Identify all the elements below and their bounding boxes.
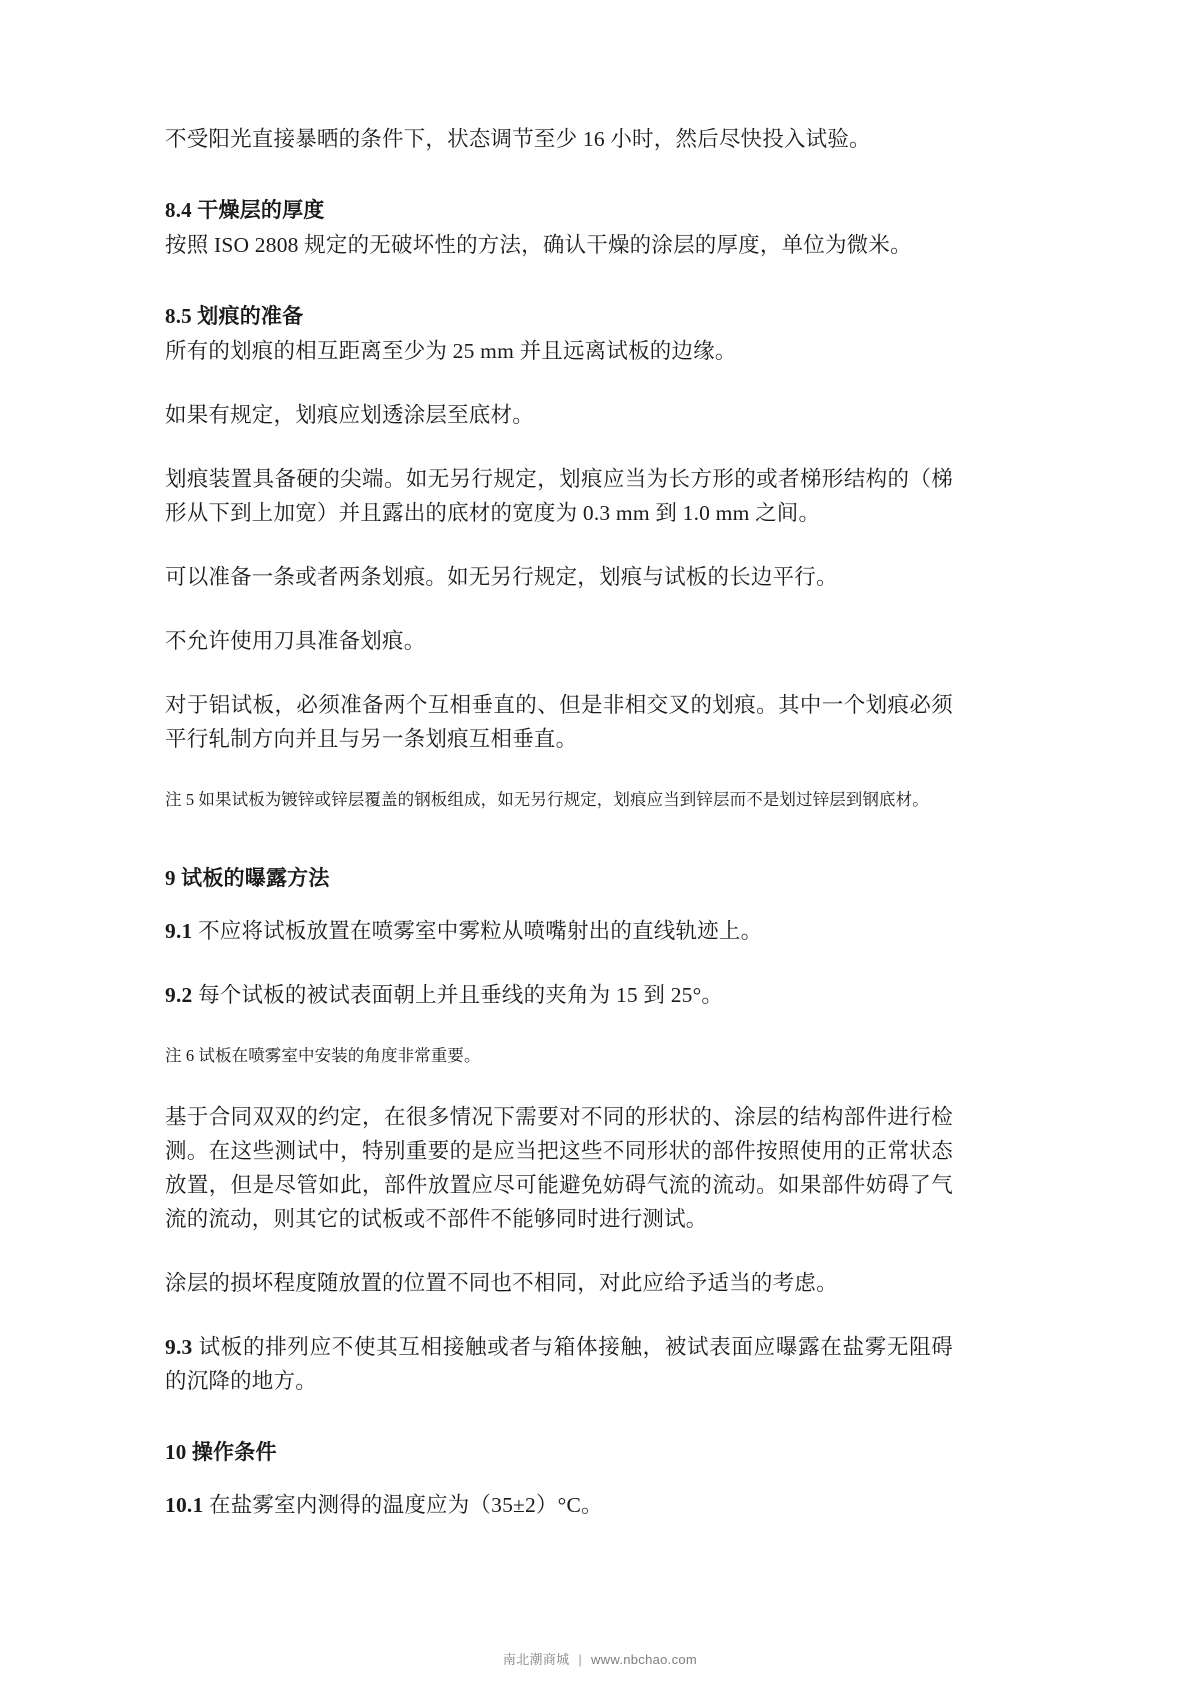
footer-site-name: 南北潮商城: [502, 1652, 570, 1667]
paragraph-8-5-spacing: 所有的划痕的相互距离至少为 25 mm 并且远离试板的边缘。: [165, 339, 737, 363]
heading-10: 10 操作条件: [165, 1440, 277, 1464]
paragraph-8-4-body: 按照 ISO 2808 规定的无破坏性的方法，确认干燥的涂层的厚度，单位为微米。: [165, 233, 912, 257]
footer-separator: |: [578, 1652, 583, 1667]
note-5: 注 5 如果试板为镀锌或锌层覆盖的钢板组成，如无另行规定，划痕应当到锌层而不是划过锌层到钢底材。: [165, 790, 929, 809]
clause-9-3: [165, 1330, 953, 1398]
clause-9-1: [165, 914, 953, 948]
clause-10-1-body: 在盐雾室内测得的温度应为（35±2）°C。: [209, 1493, 603, 1517]
heading-8-4: 8.4 干燥层的厚度: [165, 198, 325, 222]
spacer: [165, 186, 953, 194]
page-content: [165, 122, 953, 1552]
spacer: [165, 1470, 953, 1488]
heading-9: 9 试板的曝露方法: [165, 866, 330, 890]
clause-9-1-body: 不应将试板放置在喷雾室中雾粒从喷嘴射出的直线轨迹上。: [198, 919, 763, 943]
clause-9-2-body: 每个试板的被试表面朝上并且垂线的夹角为 15 到 25°。: [198, 983, 724, 1007]
spacer: [165, 896, 953, 914]
paragraph-8-5-scribe-tool: 划痕装置具备硬的尖端。如无另行规定，划痕应当为长方形的或者梯形结构的（梯形从下到上加宽）并且露出的底材的宽度为 0.3 mm 到 1.0 mm 之间。: [165, 467, 953, 525]
paragraph-9-components: 基于合同双双的约定，在很多情况下需要对不同的形状的、涂层的结构部件进行检测。在这些测试中，特别重要的是应当把这些不同形状的部件按照使用的正常状态放置，但是尽管如此，部件放置应尽可能避免妨碍气流的流动。如果部件妨碍了气流的流动，则其它的试板或不部件不能够同时进行测试。: [165, 1105, 953, 1231]
paragraph-8-5-no-knife: 不允许使用刀具准备划痕。: [165, 629, 426, 653]
clause-9-3-number: 9.3: [165, 1335, 193, 1359]
paragraph-conditioning: 不受阳光直接暴晒的条件下，状态调节至少 16 小时，然后尽快投入试验。: [165, 127, 871, 151]
spacer: [165, 292, 953, 300]
paragraph-9-damage-variation: 涂层的损坏程度随放置的位置不同也不相同，对此应给予适当的考虑。: [165, 1271, 838, 1295]
spacer: [165, 1428, 953, 1436]
heading-8-5: 8.5 划痕的准备: [165, 304, 304, 328]
footer-url: www.nbchao.com: [590, 1652, 698, 1667]
clause-9-2-number: 9.2: [165, 983, 193, 1007]
spacer: [165, 844, 953, 862]
clause-9-3-body: 试板的排列应不使其互相接触或者与箱体接触，被试表面应曝露在盐雾无阻碍的沉降的地方。: [165, 1335, 954, 1393]
paragraph-8-5-scribe-count: 可以准备一条或者两条划痕。如无另行规定，划痕与试板的长边平行。: [165, 565, 838, 589]
clause-10-1-number: 10.1: [165, 1493, 204, 1517]
paragraph-8-5-aluminium: 对于铝试板，必须准备两个互相垂直的、但是非相交叉的划痕。其中一个划痕必须平行轧制方向并且与另一条划痕互相垂直。: [165, 693, 953, 751]
footer-watermark: [0, 1649, 1200, 1668]
clause-10-1: [165, 1488, 953, 1522]
clause-9-1-number: 9.1: [165, 919, 193, 943]
note-6: 注 6 试板在喷雾室中安装的角度非常重要。: [165, 1046, 481, 1065]
paragraph-8-5-through-coating: 如果有规定，划痕应划透涂层至底材。: [165, 403, 534, 427]
clause-9-2: [165, 978, 953, 1012]
